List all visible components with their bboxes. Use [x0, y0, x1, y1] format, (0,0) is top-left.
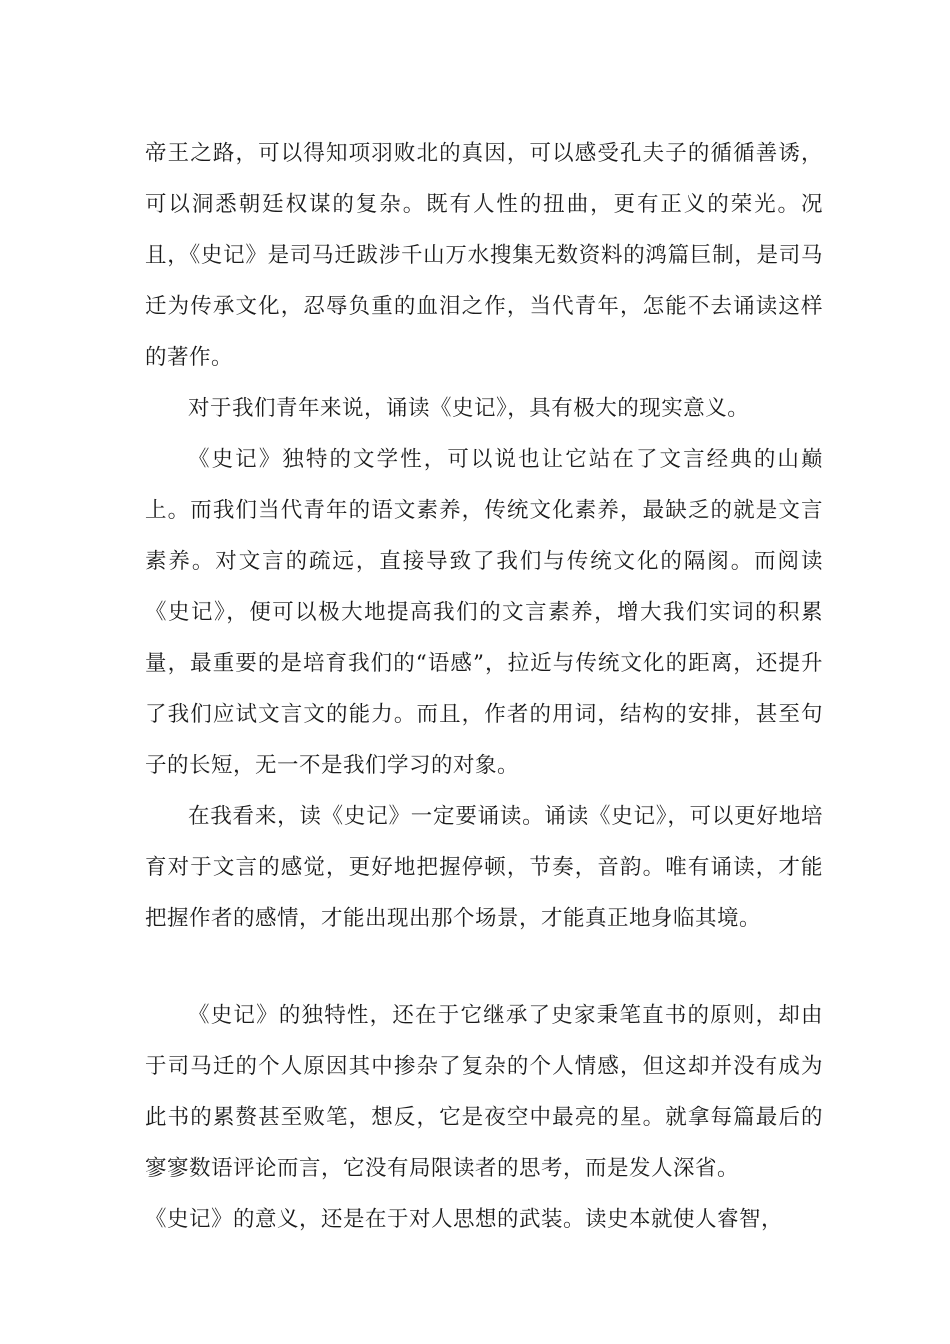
paragraph-recitation: 在我看来，读《史记》一定要诵读。诵读《史记》，可以更好地培育对于文言的感觉，更好地把握停顿，节奏，音韵。唯有诵读，才能把握作者的感情，才能出现出那个场景，才能真正地身临其境。 — [145, 804, 823, 931]
paragraph-uniqueness: 《史记》的独特性，还在于它继承了史家秉笔直书的原则，却由于司马迁的个人原因其中掺杂了复杂的个人情感，但这却并没有成为此书的累赘甚至败笔，想反，它是夜空中最亮的星。就拿每篇最后的寥寥数语评论而言，它没有局限读者的思考，而是发人深省。 — [145, 1003, 823, 1181]
paragraph-continuation: 帝王之路，可以得知项羽败北的真因，可以感受孔夫子的循循善诱，可以洞悉朝廷权谋的复杂。既有人性的扭曲，更有正义的荣光。况且，《史记》是司马迁跋涉千山万水搜集无数资料的鸿篇巨制，是司马迁为传承文化，忍辱负重的血泪之作，当代青年，怎能不去诵读这样的著作。 — [145, 141, 823, 370]
paragraph-literary-value: 《史记》独特的文学性，可以说也让它站在了文言经典的山巅上。而我们当代青年的语文素养，传统文化素养，最缺乏的就是文言素养。对文言的疏远，直接导致了我们与传统文化的隔阂。而阅读《史记》，便可以极大地提高我们的文言素养，增大我们实词的积累量，最重要的是培育我们的“语感”，拉近与传统文化的距离，还提升了我们应试文言文的能力。而且，作者的用词，结构的安排，甚至句子的长短，无一不是我们学习的对象。 — [145, 447, 823, 778]
document-page — [145, 128, 823, 1245]
paragraph-meaning: 《史记》的意义，还是在于对人思想的武装。读史本就使人睿智， — [145, 1207, 784, 1232]
paragraph-significance: 对于我们青年来说，诵读《史记》，具有极大的现实意义。 — [188, 396, 750, 421]
paragraph-gap — [145, 944, 823, 990]
